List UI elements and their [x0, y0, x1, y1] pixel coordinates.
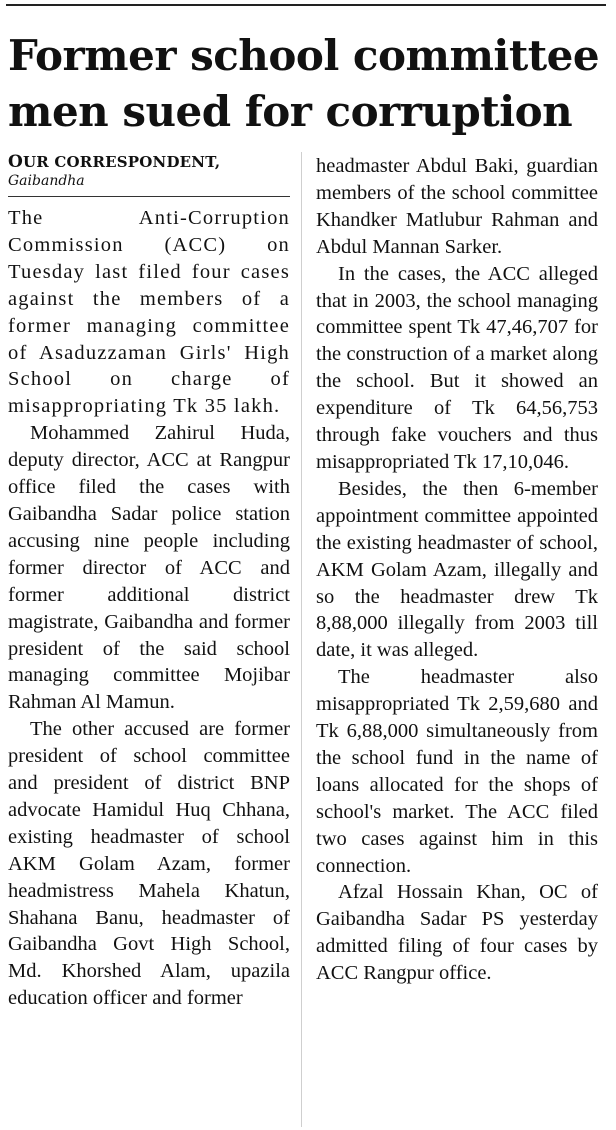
- paragraph: The other accused are former president of school committee and president of district BNP advocate Hamidul Huq Chhana, existing headmaster of school AKM Golam Azam, former headmistress Mahela Khatun, Shahana Banu, headmaster of Gaibandha Govt High School, Md. Khorshed Alam, upazila education officer and former: [8, 718, 290, 1010]
- paragraph: Afzal Hossain Khan, OC of Gaibandha Sadar PS yesterday admitted filing of four cases by ACC Rangpur office.: [316, 881, 598, 985]
- byline-initial: O: [8, 152, 24, 172]
- article-column-left: [8, 152, 290, 1012]
- byline-name: UR CORRESPONDENT,: [23, 153, 221, 171]
- column-divider: [301, 152, 302, 1127]
- top-rule: [6, 4, 606, 6]
- paragraph: In the cases, the ACC alleged that in 2003, the school managing committee spent Tk 47,46,707 for the construction of a market along the school. But it showed an expenditure of Tk 64,56,753 through fake vouchers and thus misappropriated Tk 17,10,046.: [316, 262, 598, 473]
- paragraph: Mohammed Zahirul Huda, deputy director, ACC at Rangpur office filed the cases with Gaibandha Sadar police station accusing nine people including former director of ACC and former additional district magistrate, Gaibandha and former president of the said school managing committee Mojibar Rahman Al Mamun.: [8, 422, 290, 714]
- paragraph: The headmaster also misappropriated Tk 2,59,680 and Tk 6,88,000 simultaneously from the school fund in the name of loans allocated for the shops of school's market. The ACC filed two cases against him in this connection.: [316, 666, 598, 877]
- paragraph: The Anti-Corruption Commission (ACC) on Tuesday last filed four cases against the members of a former managing committee of Asaduzzaman Girls' High School on charge of misappropriating Tk 35 lakh.: [8, 207, 290, 418]
- dateline: Gaibandha: [8, 173, 85, 189]
- headline: Former school committee men sued for corruption: [8, 31, 600, 136]
- article-column-right: [316, 153, 598, 987]
- paragraph-continued: headmaster Abdul Baki, guardian members of the school committee Khandker Matlubur Rahman and Abdul Mannan Sarker.: [316, 155, 598, 258]
- byline: [8, 152, 290, 172]
- byline-rule: [8, 196, 290, 197]
- paragraph: Besides, the then 6-member appointment committee appointed the existing headmaster of school, AKM Golam Azam, illegally and so the headmaster drew Tk 8,88,000 illegally from 2003 till date, it was alleged.: [316, 477, 598, 662]
